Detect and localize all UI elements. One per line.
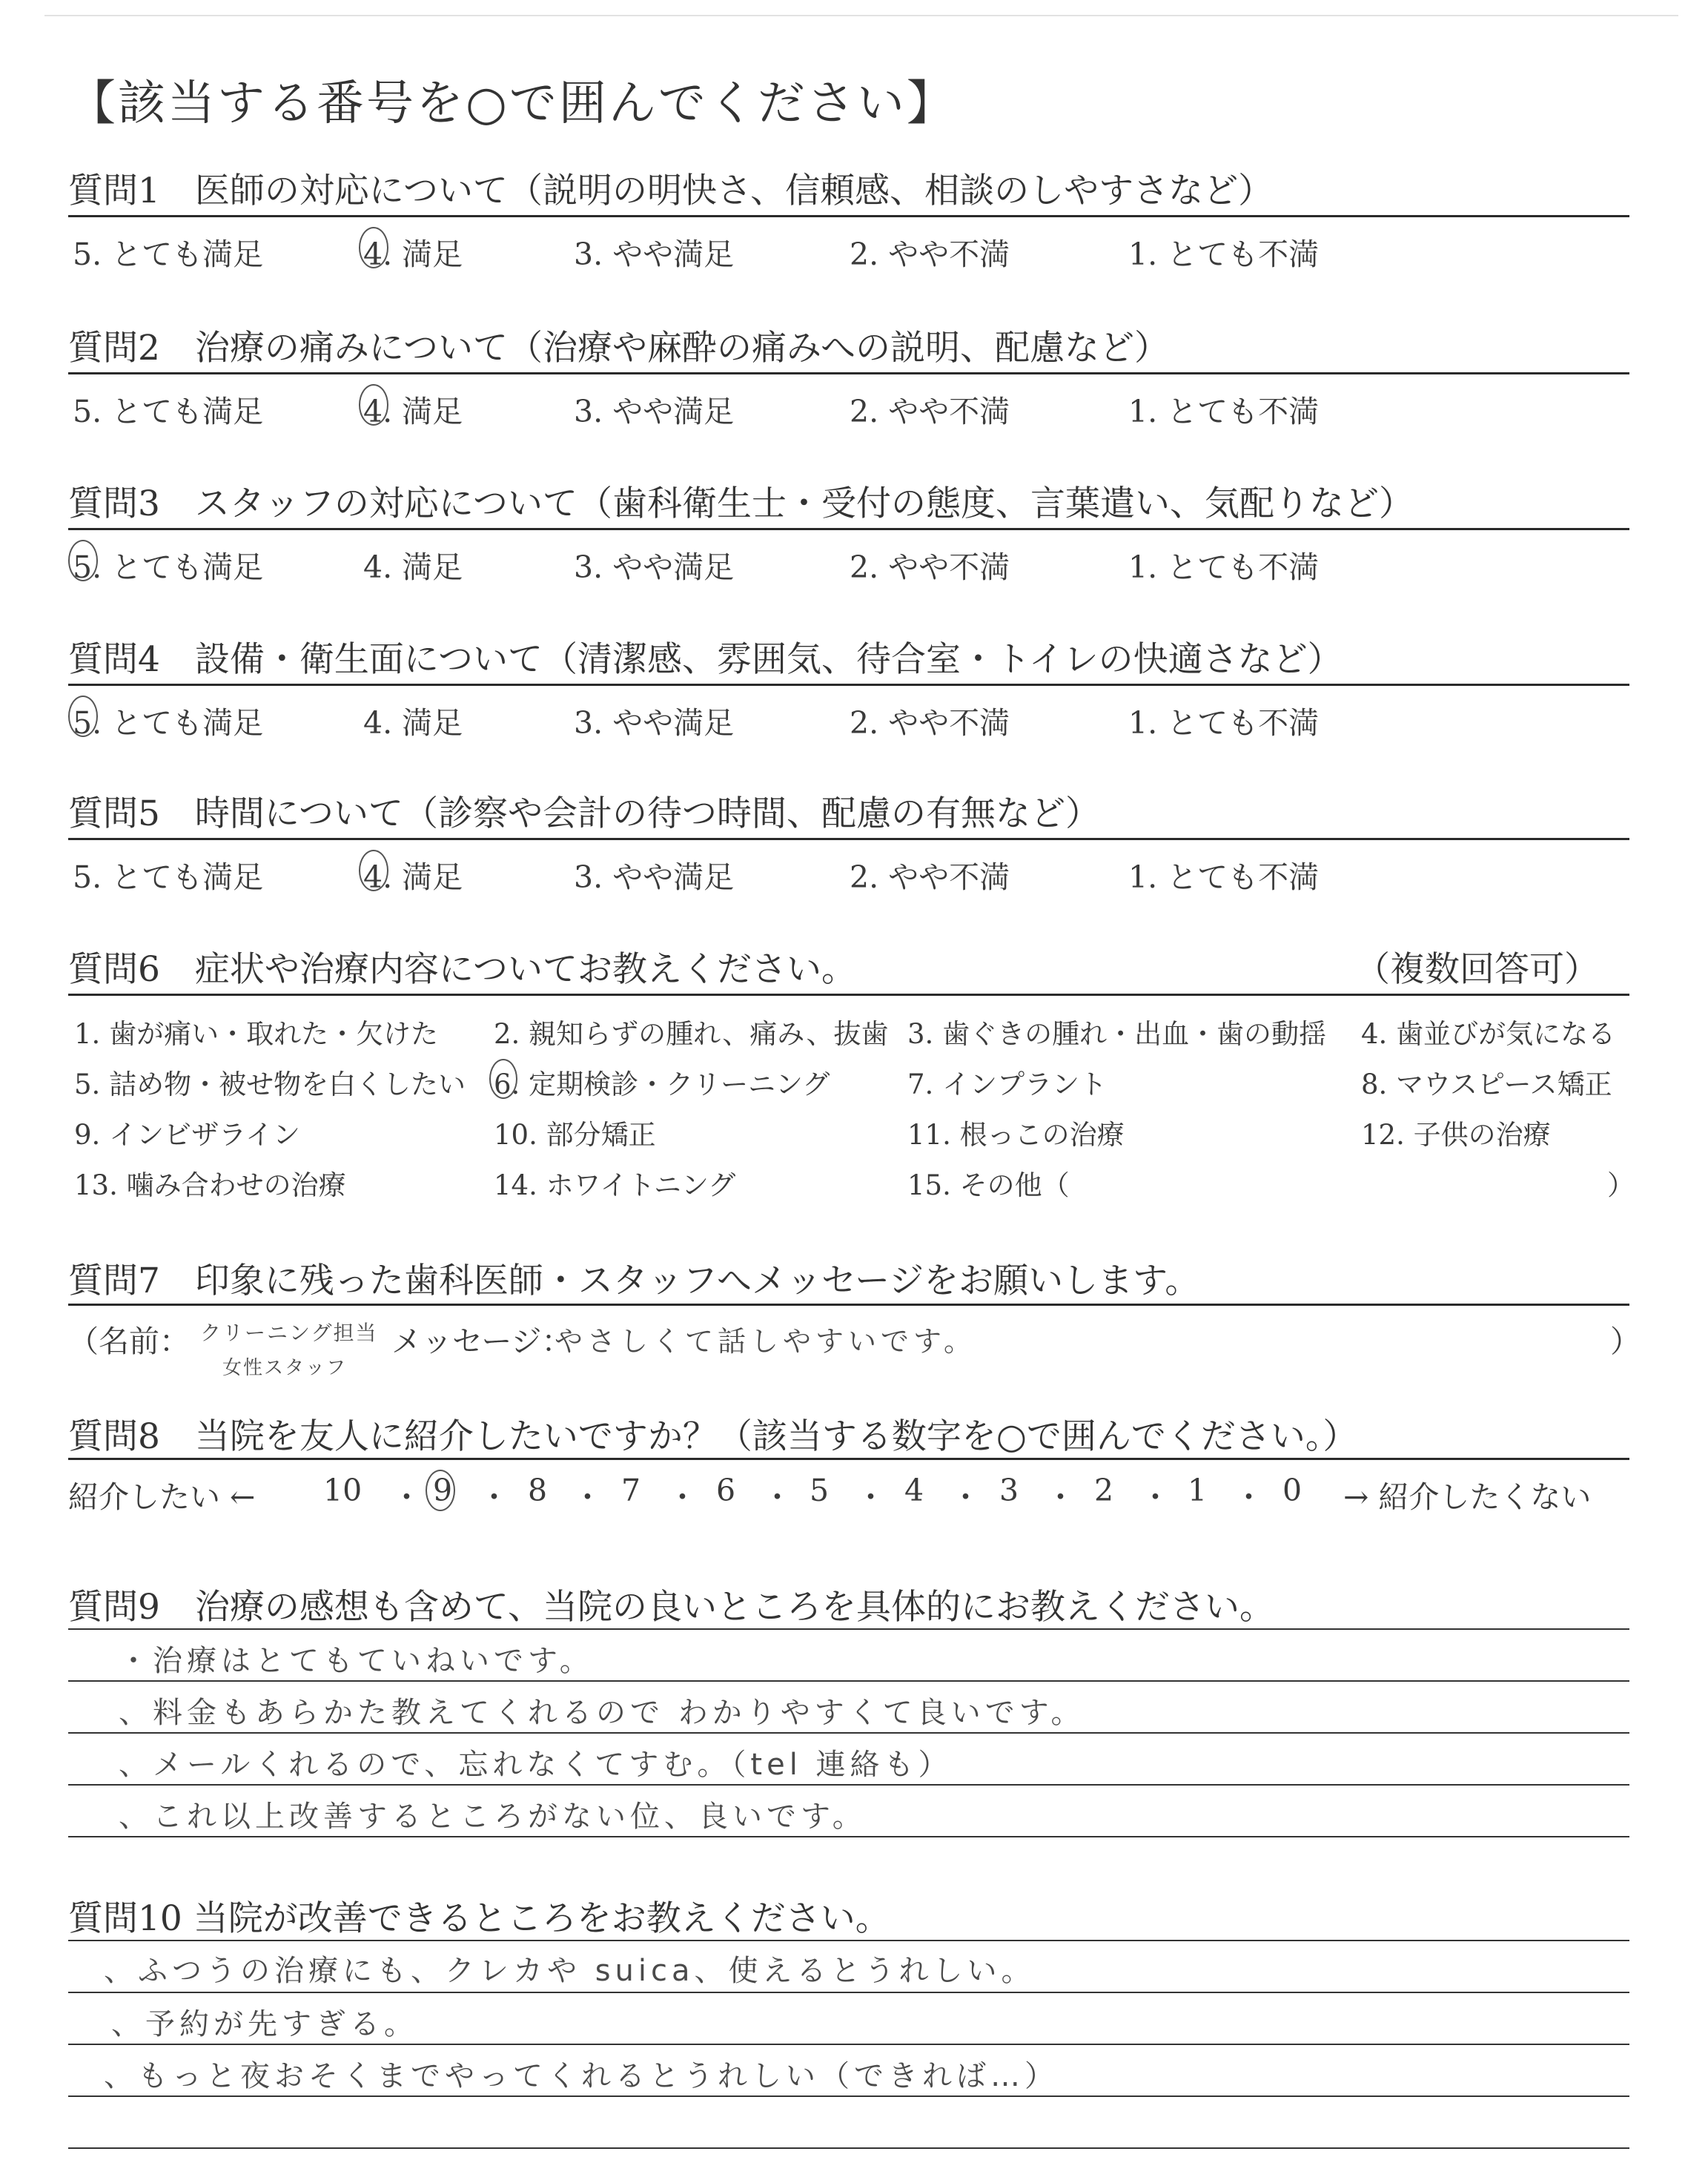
q8-number-1[interactable]: 1	[1188, 1473, 1208, 1508]
q6-option-11[interactable]: 11. 根っこの治療	[907, 1119, 1125, 1151]
q9-heading: 質問9 治療の感想も含めて、当院の良いところを具体的にお教えください。	[68, 1587, 1274, 1628]
q9-answer-1: ・治療はとてもていねいです。	[119, 1644, 594, 1678]
q8-number-7[interactable]: 7	[621, 1473, 641, 1508]
q6-option-4[interactable]: 4. 歯並びが気になる	[1361, 1018, 1616, 1050]
q8-number-2[interactable]: 2	[1094, 1473, 1114, 1508]
q5-option-2[interactable]: 2. やや不満	[850, 859, 1010, 895]
q2-option-1[interactable]: 1. とても不満	[1128, 394, 1320, 429]
q5-option-5[interactable]: 5. とても満足	[73, 859, 264, 895]
q8-dot: ・	[479, 1479, 509, 1515]
q1-heading: 質問1 医師の対応について（説明の明快さ、信頼感、相談のしやすさなど）	[68, 171, 1274, 211]
q4-option-2[interactable]: 2. やや不満	[850, 705, 1010, 741]
q8-number-10[interactable]: 10	[323, 1473, 363, 1508]
q5-heading: 質問5 時間について（診察や会計の待つ時間、配慮の有無など）	[68, 793, 1100, 834]
q8-dot: ・	[762, 1479, 792, 1515]
selection-circle	[359, 850, 388, 891]
q5-option-1[interactable]: 1. とても不満	[1128, 859, 1320, 895]
q7-name-label: （名前：	[68, 1324, 190, 1359]
q6-option-3[interactable]: 3. 歯ぐきの腫れ・出血・歯の動揺	[907, 1018, 1327, 1050]
q7-close-paren: ）	[1610, 1324, 1641, 1359]
q6-option-1[interactable]: 1. 歯が痛い・取れた・欠けた	[74, 1018, 439, 1050]
q10-rule	[68, 1940, 1629, 1941]
q10-answer-line	[68, 2095, 1629, 2097]
selection-circle	[426, 1470, 455, 1511]
q5-rule	[68, 838, 1629, 840]
q6-option-5[interactable]: 5. 詰め物・被せ物を白くしたい	[74, 1069, 466, 1100]
q4-option-4[interactable]: 4. 満足	[363, 705, 463, 741]
q5-option-4[interactable]: 4. 満足	[363, 853, 463, 896]
q6-option-15[interactable]: 15. その他（	[907, 1169, 1070, 1201]
q10-answer-line	[68, 1992, 1629, 1993]
q3-option-4[interactable]: 4. 満足	[363, 549, 463, 585]
q9-answer-line	[68, 1680, 1629, 1682]
q8-heading: 質問8 当院を友人に紹介したいですか？（該当する数字を○で囲んでください。）	[68, 1416, 1358, 1457]
q8-dot: ・	[667, 1479, 698, 1515]
q3-rule	[68, 528, 1629, 530]
q1-option-4[interactable]: 4. 満足	[363, 230, 463, 274]
q4-option-5[interactable]: 5. とても満足	[73, 698, 263, 742]
q10-answer-3: 、もっと夜おそくまでやってくれるとうれしい（できれば…）	[104, 2059, 1059, 2093]
q2-heading: 質問2 治療の痛みについて（治療や麻酔の痛みへの説明、配慮など）	[68, 328, 1170, 369]
q6-heading: 質問6 症状や治療内容についてお教えください。	[68, 949, 856, 990]
q2-rule	[68, 372, 1629, 374]
q4-heading: 質問4 設備・衛生面について（清潔感、雰囲気、待合室・トイレの快適さなど）	[68, 639, 1343, 680]
q8-number-9[interactable]: 9	[433, 1473, 452, 1508]
q3-option-3[interactable]: 3. やや満足	[574, 549, 735, 585]
q8-left-label: 紹介したい ←	[68, 1479, 256, 1515]
q1-option-1[interactable]: 1. とても不満	[1128, 237, 1320, 272]
q8-dot: ・	[855, 1479, 886, 1515]
q8-dot: ・	[572, 1479, 603, 1515]
q10-heading: 質問10 当院が改善できるところをお教えください。	[68, 1898, 890, 1939]
q2-option-4[interactable]: 4. 満足	[363, 387, 463, 431]
q4-option-3[interactable]: 3. やや満足	[574, 705, 735, 741]
q9-answer-2: 、料金もあらかた教えてくれるので わかりやすくて良いです。	[119, 1696, 1085, 1730]
q8-number-0[interactable]: 0	[1282, 1473, 1302, 1508]
q8-scale	[323, 1473, 1346, 1514]
q9-answer-line	[68, 1836, 1629, 1837]
q8-right-label: → 紹介したくない	[1343, 1479, 1592, 1515]
q8-number-5[interactable]: 5	[810, 1473, 830, 1508]
q4-option-1[interactable]: 1. とても不満	[1128, 705, 1320, 741]
q6-option-10[interactable]: 10. 部分矯正	[494, 1119, 656, 1151]
q8-rule	[68, 1458, 1629, 1460]
q10-answer-1: 、ふつうの治療にも、クレカや suica、使えるとうれしい。	[104, 1954, 1036, 1988]
top-border	[44, 15, 1678, 16]
q6-option-6[interactable]: 6. 定期検診・クリーニング	[494, 1062, 830, 1102]
q9-rule	[68, 1628, 1629, 1630]
q9-answer-4: 、これ以上改善するところがない位、良いです。	[119, 1800, 867, 1834]
q8-dot: ・	[391, 1479, 422, 1515]
q9-answer-line	[68, 1732, 1629, 1734]
q4-rule	[68, 684, 1629, 686]
q8-dot: ・	[1045, 1479, 1076, 1515]
q6-option-14[interactable]: 14. ホワイトニング	[494, 1169, 736, 1201]
selection-circle	[68, 540, 98, 581]
q3-option-2[interactable]: 2. やや不満	[850, 549, 1010, 585]
q3-heading: 質問3 スタッフの対応について（歯科衛生士・受付の態度、言葉遣い、気配りなど）	[68, 483, 1414, 524]
q6-multi-note: （複数回答可）	[1355, 949, 1599, 990]
q10-answer-line	[68, 2147, 1629, 2149]
q1-option-5[interactable]: 5. とても満足	[73, 237, 264, 272]
q6-option-12[interactable]: 12. 子供の治療	[1361, 1119, 1551, 1151]
q8-number-4[interactable]: 4	[904, 1473, 924, 1508]
q8-dot: ・	[1140, 1479, 1171, 1515]
q6-rule	[68, 994, 1629, 996]
q8-number-3[interactable]: 3	[999, 1473, 1019, 1508]
q7-heading: 質問7 印象に残った歯科医師・スタッフへメッセージをお願いします。	[68, 1261, 1200, 1301]
q6-option-13[interactable]: 13. 噛み合わせの治療	[74, 1169, 346, 1201]
q6-option-9[interactable]: 9. インビザライン	[74, 1119, 300, 1151]
selection-circle	[359, 384, 388, 426]
q6-option-2[interactable]: 2. 親知らずの腫れ、痛み、抜歯	[494, 1018, 889, 1050]
q3-option-1[interactable]: 1. とても不満	[1128, 549, 1320, 585]
q9-answer-3: 、メールくれるので、忘れなくてすむ。（tel 連絡も）	[119, 1748, 953, 1782]
q8-dot: ・	[1234, 1479, 1264, 1515]
q2-option-5[interactable]: 5. とても満足	[73, 394, 264, 429]
selection-circle	[489, 1059, 517, 1099]
q8-number-8[interactable]: 8	[528, 1473, 548, 1508]
q1-option-2[interactable]: 2. やや不満	[850, 237, 1010, 272]
selection-circle	[68, 696, 98, 737]
q10-answer-2: 、予約が先すぎる。	[111, 2007, 418, 2041]
q7-rule	[68, 1304, 1629, 1306]
page-title: 【該当する番号を○で囲んでください】	[68, 76, 956, 131]
q7-message-label: メッセージ：	[391, 1324, 572, 1359]
q2-option-2[interactable]: 2. やや不満	[850, 394, 1010, 429]
q6-option-7[interactable]: 7. インプラント	[907, 1069, 1108, 1100]
q7-name-value-line1: クリーニング担当	[200, 1321, 378, 1345]
q9-answer-line	[68, 1784, 1629, 1786]
q10-answer-line	[68, 2044, 1629, 2045]
q6-option-15-close: ）	[1607, 1169, 1635, 1201]
q1-option-3[interactable]: 3. やや満足	[574, 237, 735, 272]
q8-number-6[interactable]: 6	[716, 1473, 736, 1508]
q8-dot: ・	[950, 1479, 981, 1515]
q7-message-value: やさしくて話しやすいです。	[555, 1325, 976, 1358]
q7-name-value-line2: 女性スタッフ	[222, 1357, 348, 1379]
q5-option-3[interactable]: 3. やや満足	[574, 859, 735, 895]
q3-option-5[interactable]: 5. とても満足	[73, 543, 263, 587]
q1-rule	[68, 215, 1629, 217]
q6-option-8[interactable]: 8. マウスピース矯正	[1361, 1069, 1612, 1100]
selection-circle	[359, 227, 388, 268]
q2-option-3[interactable]: 3. やや満足	[574, 394, 735, 429]
